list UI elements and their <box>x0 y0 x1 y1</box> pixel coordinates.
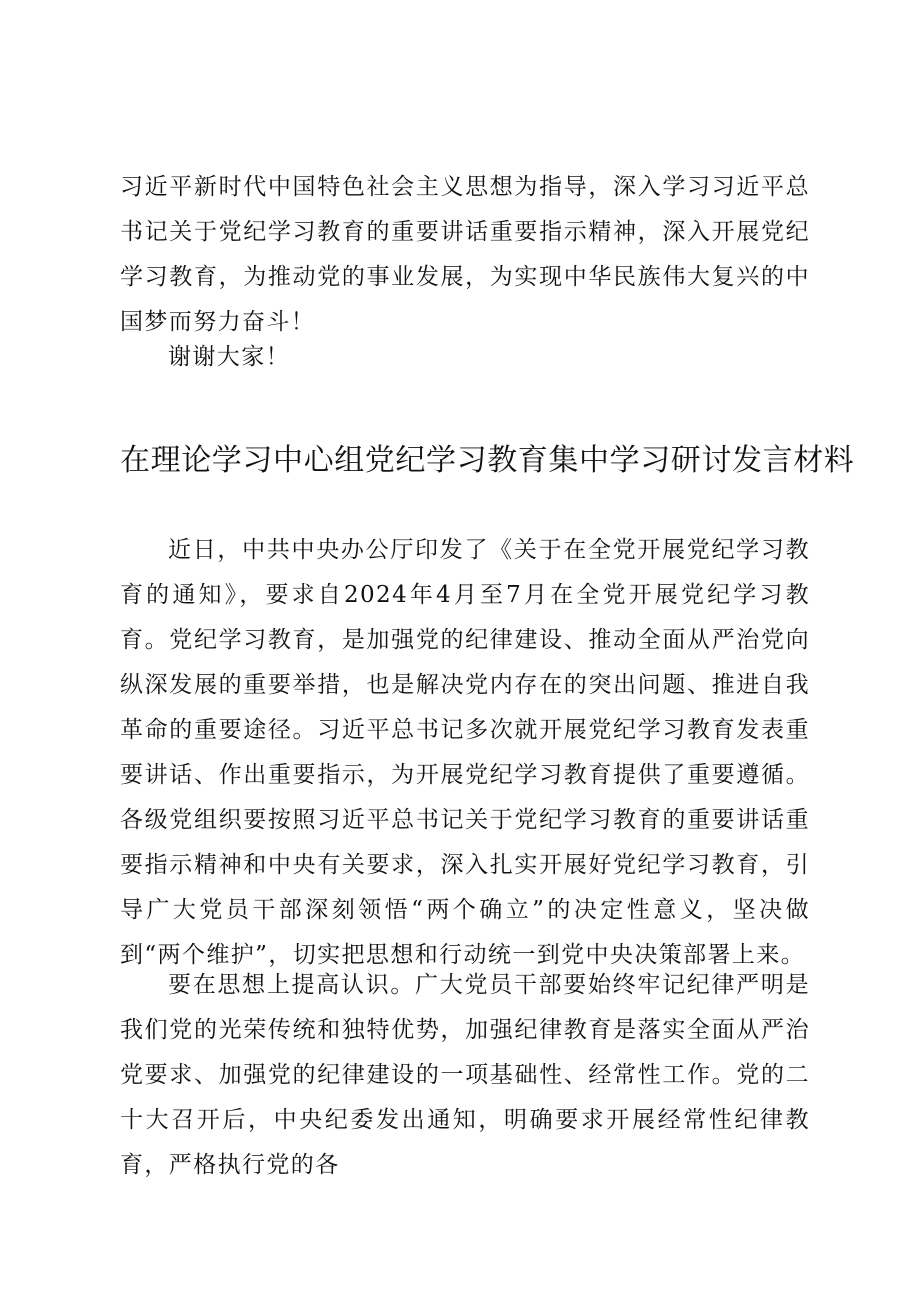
body-paragraph-2: 要在思想上提高认识。广大党员干部要始终牢记纪律严明是我们党的光荣传统和独特优势，加强纪律教育是落实全面从严治党要求、加强党的纪律建设的一项基础性、经常性工作。党的二十大召开后，中央纪委发出通知，明确要求开展经常性纪律教育，严格执行党的各 <box>120 972 810 1178</box>
top-paragraph: 习近平新时代中国特色社会主义思想为指导，深入学习习近平总书记关于党纪学习教育的重要讲话重要指示精神，深入开展党纪学习教育，为推动党的事业发展，为实现中华民族伟大复兴的中国梦而努力奋斗！ <box>120 174 810 335</box>
document-title: 在理论学习中心组党纪学习教育集中学习研讨发言材料 <box>120 443 855 478</box>
closing-remark: 谢谢大家！ <box>168 344 290 370</box>
body-paragraph-1: 近日，中共中央办公厅印发了《关于在全党开展党纪学习教育的通知》，要求自2024年4月至7月在全党开展党纪学习教育。党纪学习教育，是加强党的纪律建设、推动全面从严治党向纵深发展的重要举措，也是解决党内存在的突出问题、推进自我革命的重要途径。习近平总书记多次就开展党纪学习教育发表重要讲话、作出重要指示，为开展党纪学习教育提供了重要遵循。各级党组织要按照习近平总书记关于党纪学习教育的重要讲话重要指示精神和中央有关要求，深入扎实开展好党纪学习教育，引导广大党员干部深刻领悟“两个确立”的决定性意义，坚决做到“两个维护”，切实把思想和行动统一到党中央决策部署上来。 <box>120 537 810 968</box>
